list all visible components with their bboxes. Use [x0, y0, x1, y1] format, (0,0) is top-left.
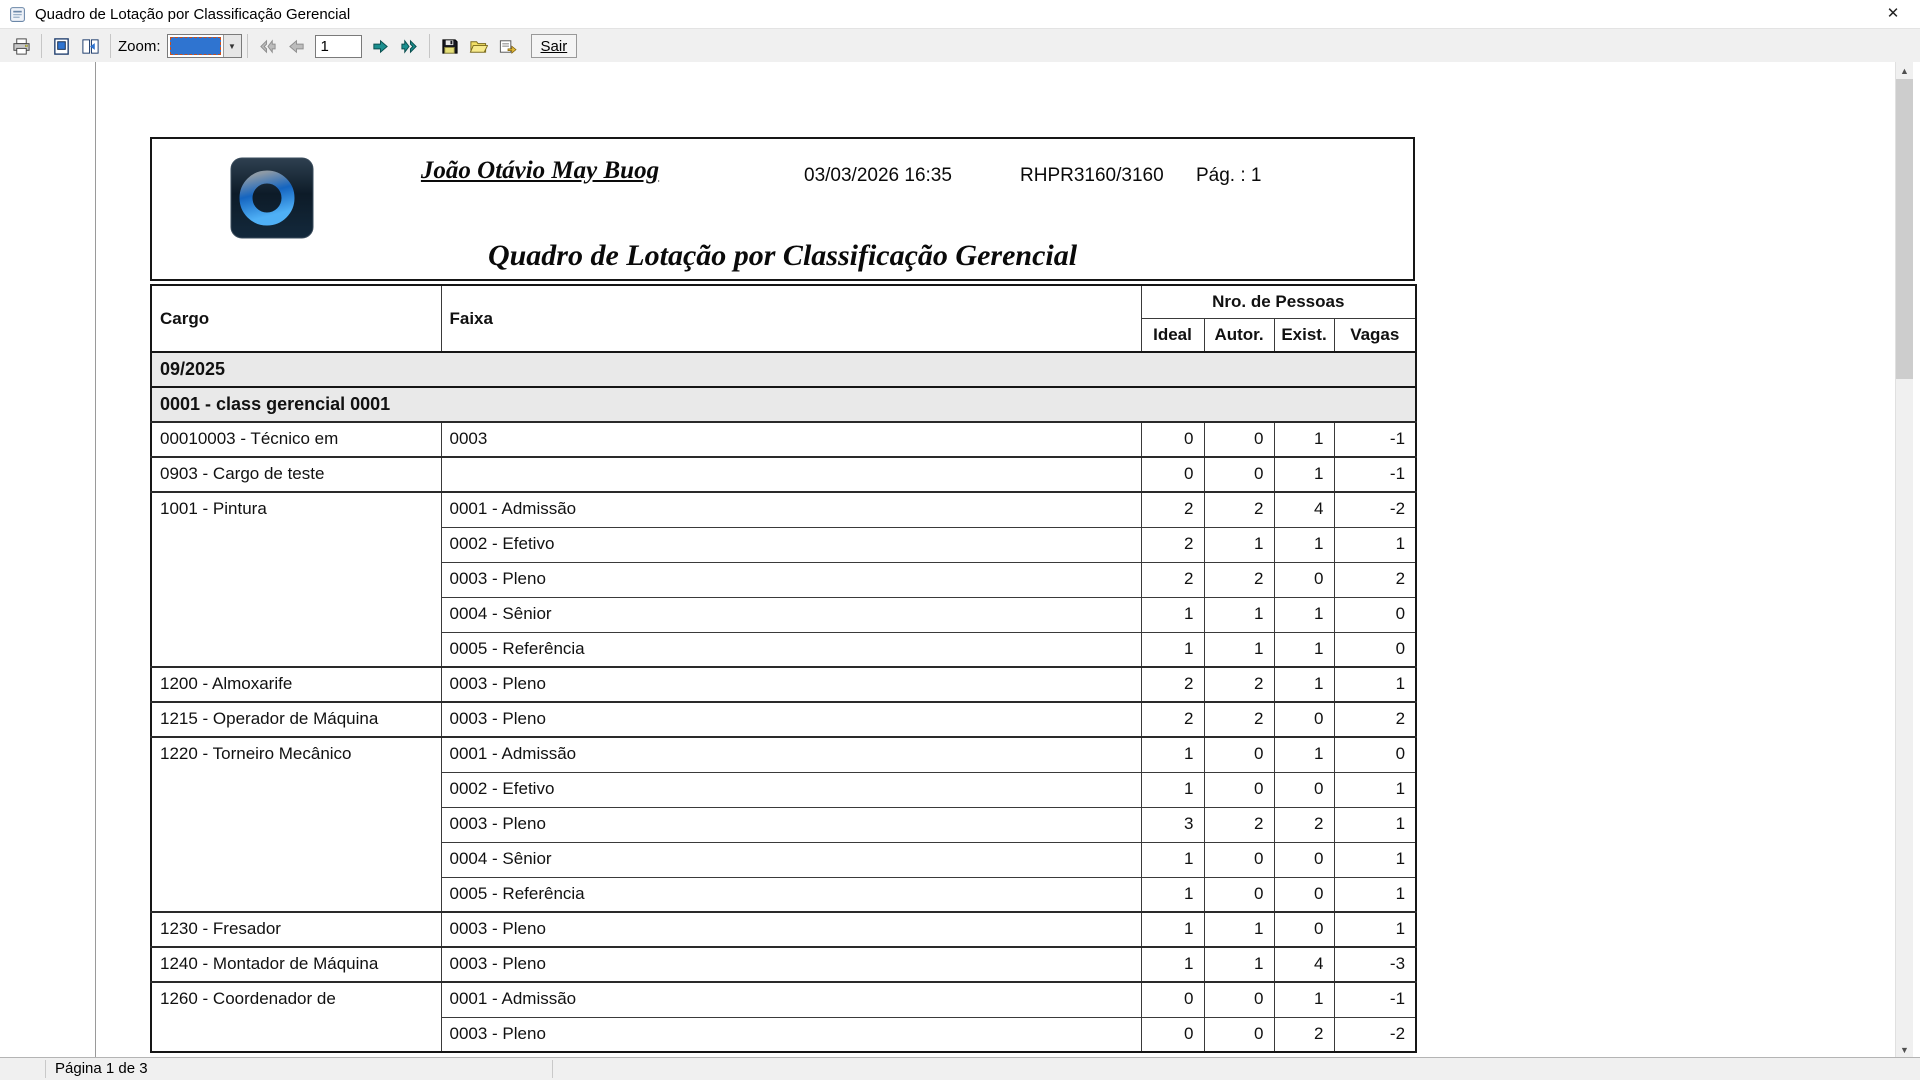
- vagas-cell: 1: [1334, 877, 1416, 912]
- prev-page-icon: [287, 37, 306, 56]
- table-header-row: [151, 285, 1416, 318]
- autor-cell: 0: [1204, 737, 1274, 772]
- faixa-cell: 0003 - Pleno: [441, 562, 1141, 597]
- period-row: [151, 352, 1416, 387]
- page-view-button[interactable]: [48, 33, 75, 60]
- autor-cell: 1: [1204, 527, 1274, 562]
- toolbar-separator: [429, 34, 430, 58]
- autor-cell: 0: [1204, 457, 1274, 492]
- report-author: João Otávio May Buog: [420, 157, 660, 184]
- vagas-cell: 1: [1334, 667, 1416, 702]
- autor-cell: 0: [1204, 422, 1274, 457]
- exist-cell: 1: [1274, 527, 1334, 562]
- exist-cell: 0: [1274, 877, 1334, 912]
- ideal-cell: 0: [1141, 982, 1204, 1017]
- autor-cell: 0: [1204, 982, 1274, 1017]
- report-title: Quadro de Lotação por Classificação Gerencial: [487, 239, 1078, 272]
- prev-page-button[interactable]: [283, 33, 310, 60]
- autor-cell: 1: [1204, 632, 1274, 667]
- cargo-cell: 1240 - Montador de Máquina: [151, 947, 441, 982]
- zoom-select[interactable]: [167, 34, 242, 58]
- exist-cell: 4: [1274, 492, 1334, 527]
- exist-cell: 0: [1274, 912, 1334, 947]
- ideal-cell: 1: [1141, 737, 1204, 772]
- exist-cell: 1: [1274, 737, 1334, 772]
- faixa-cell: 0001 - Admissão: [441, 737, 1141, 772]
- close-button[interactable]: ✕: [1886, 5, 1900, 22]
- cargo-cell: 1001 - Pintura: [151, 492, 441, 667]
- autor-cell: 0: [1204, 772, 1274, 807]
- first-page-button[interactable]: [254, 33, 281, 60]
- column-header-vagas: Vagas: [1334, 318, 1416, 352]
- next-page-icon: [371, 37, 390, 56]
- vagas-cell: 1: [1334, 842, 1416, 877]
- faixa-cell: 0002 - Efetivo: [441, 772, 1141, 807]
- faixa-cell: 0003 - Pleno: [441, 702, 1141, 737]
- scroll-down-icon[interactable]: ▼: [1896, 1041, 1913, 1058]
- page-left-edge: [95, 62, 96, 1058]
- last-page-button[interactable]: [396, 33, 423, 60]
- ideal-cell: 3: [1141, 807, 1204, 842]
- vagas-cell: 1: [1334, 807, 1416, 842]
- company-logo: [230, 157, 314, 239]
- toolbar: [0, 28, 1920, 64]
- cargo-cell: 1200 - Almoxarife: [151, 667, 441, 702]
- statusbar-divider: [45, 1060, 46, 1078]
- status-bar: [0, 1057, 1920, 1080]
- export-icon: [498, 37, 517, 56]
- report-code: RHPR3160/3160: [1020, 165, 1164, 186]
- classification-label: 0001 - class gerencial 0001: [151, 387, 1416, 422]
- save-button[interactable]: [436, 33, 463, 60]
- print-button[interactable]: [8, 33, 35, 60]
- vagas-cell: 0: [1334, 737, 1416, 772]
- vagas-cell: 1: [1334, 772, 1416, 807]
- cargo-cell: 1260 - Coordenador de: [151, 982, 441, 1052]
- statusbar-divider: [552, 1060, 553, 1078]
- vagas-cell: -1: [1334, 457, 1416, 492]
- vagas-cell: -2: [1334, 1017, 1416, 1052]
- vagas-cell: -1: [1334, 422, 1416, 457]
- faixa-cell: 0003 - Pleno: [441, 807, 1141, 842]
- cargo-cell: 1230 - Fresador: [151, 912, 441, 947]
- faixa-cell: 0003 - Pleno: [441, 1017, 1141, 1052]
- ideal-cell: 1: [1141, 772, 1204, 807]
- exist-cell: 4: [1274, 947, 1334, 982]
- faixa-cell: 0004 - Sênior: [441, 597, 1141, 632]
- title-bar: [0, 0, 1920, 28]
- ideal-cell: 1: [1141, 842, 1204, 877]
- toolbar-separator: [110, 34, 111, 58]
- faixa-cell: 0002 - Efetivo: [441, 527, 1141, 562]
- report-header: [150, 137, 1415, 281]
- table-row: [151, 702, 1416, 737]
- autor-cell: 1: [1204, 947, 1274, 982]
- exist-cell: 0: [1274, 562, 1334, 597]
- exist-cell: 2: [1274, 807, 1334, 842]
- report-viewport: [0, 62, 1920, 1058]
- ideal-cell: 1: [1141, 912, 1204, 947]
- vertical-scrollbar[interactable]: [1895, 62, 1913, 1058]
- next-page-button[interactable]: [367, 33, 394, 60]
- table-row: [151, 667, 1416, 702]
- exist-cell: 0: [1274, 702, 1334, 737]
- table-row: [151, 492, 1416, 527]
- exist-cell: 2: [1274, 1017, 1334, 1052]
- floppy-disk-icon: [440, 37, 459, 56]
- faixa-cell: 0001 - Admissão: [441, 492, 1141, 527]
- exist-cell: 1: [1274, 597, 1334, 632]
- exist-cell: 1: [1274, 982, 1334, 1017]
- open-folder-icon: [469, 37, 488, 56]
- period-label: 09/2025: [151, 352, 1416, 387]
- exist-cell: 1: [1274, 632, 1334, 667]
- exist-cell: 0: [1274, 772, 1334, 807]
- zoom-selected-value: [170, 37, 221, 55]
- vagas-cell: -1: [1334, 982, 1416, 1017]
- ideal-cell: 1: [1141, 632, 1204, 667]
- scrollbar-thumb[interactable]: [1896, 79, 1913, 379]
- autor-cell: 1: [1204, 912, 1274, 947]
- ideal-cell: 2: [1141, 492, 1204, 527]
- vagas-cell: 1: [1334, 527, 1416, 562]
- column-header-faixa: Faixa: [441, 285, 1141, 352]
- column-header-cargo: Cargo: [151, 285, 441, 352]
- autor-cell: 0: [1204, 877, 1274, 912]
- faixa-cell: 0003 - Pleno: [441, 667, 1141, 702]
- faixa-cell: 0005 - Referência: [441, 632, 1141, 667]
- column-header-exist: Exist.: [1274, 318, 1334, 352]
- table-row: [151, 982, 1416, 1017]
- cargo-cell: 00010003 - Técnico em: [151, 422, 441, 457]
- column-header-autor: Autor.: [1204, 318, 1274, 352]
- printer-icon: [12, 37, 31, 56]
- report-page-number: Pág. : 1: [1196, 165, 1262, 186]
- cargo-cell: 1220 - Torneiro Mecânico: [151, 737, 441, 912]
- autor-cell: 2: [1204, 562, 1274, 597]
- faixa-cell: 0005 - Referência: [441, 877, 1141, 912]
- scroll-up-icon[interactable]: ▲: [1896, 62, 1913, 79]
- ideal-cell: 1: [1141, 597, 1204, 632]
- cargo-cell: 0903 - Cargo de teste: [151, 457, 441, 492]
- ideal-cell: 2: [1141, 702, 1204, 737]
- table-row: [151, 422, 1416, 457]
- autor-cell: 2: [1204, 492, 1274, 527]
- zoom-label: Zoom:: [118, 37, 161, 55]
- column-header-people: Nro. de Pessoas: [1141, 285, 1416, 318]
- ideal-cell: 2: [1141, 527, 1204, 562]
- exist-cell: 1: [1274, 422, 1334, 457]
- first-page-icon: [258, 37, 277, 56]
- chevron-down-icon[interactable]: ▼: [223, 35, 241, 57]
- table-row: [151, 912, 1416, 947]
- faixa-cell: 0003 - Pleno: [441, 947, 1141, 982]
- exist-cell: 1: [1274, 667, 1334, 702]
- faixa-cell: 0003 - Pleno: [441, 912, 1141, 947]
- ideal-cell: 0: [1141, 457, 1204, 492]
- ideal-cell: 0: [1141, 422, 1204, 457]
- ideal-cell: 2: [1141, 562, 1204, 597]
- last-page-icon: [400, 37, 419, 56]
- page-view-icon: [52, 37, 71, 56]
- report-table: [150, 284, 1417, 1053]
- report-window-icon: [9, 6, 26, 23]
- vagas-cell: 2: [1334, 562, 1416, 597]
- toolbar-separator: [41, 34, 42, 58]
- multi-page-view-icon: [81, 37, 100, 56]
- column-header-ideal: Ideal: [1141, 318, 1204, 352]
- window-title: Quadro de Lotação por Classificação Gerencial: [35, 5, 351, 23]
- ideal-cell: 0: [1141, 1017, 1204, 1052]
- vagas-cell: -2: [1334, 492, 1416, 527]
- autor-cell: 0: [1204, 842, 1274, 877]
- faixa-cell: 0003: [441, 422, 1141, 457]
- autor-cell: 2: [1204, 807, 1274, 842]
- faixa-cell: 0001 - Admissão: [441, 982, 1141, 1017]
- cargo-cell: 1215 - Operador de Máquina: [151, 702, 441, 737]
- autor-cell: 2: [1204, 667, 1274, 702]
- multi-page-view-button[interactable]: [77, 33, 104, 60]
- autor-cell: 2: [1204, 702, 1274, 737]
- vagas-cell: 0: [1334, 632, 1416, 667]
- classification-row: [151, 387, 1416, 422]
- export-button[interactable]: [494, 33, 521, 60]
- exit-button[interactable]: Sair: [531, 34, 578, 58]
- vagas-cell: 0: [1334, 597, 1416, 632]
- faixa-cell: 0004 - Sênior: [441, 842, 1141, 877]
- vagas-cell: -3: [1334, 947, 1416, 982]
- toolbar-separator: [247, 34, 248, 58]
- exist-cell: 1: [1274, 457, 1334, 492]
- autor-cell: 1: [1204, 597, 1274, 632]
- page-status-text: Página 1 de 3: [55, 1060, 148, 1077]
- report-datetime: 03/03/2026 16:35: [804, 165, 952, 186]
- autor-cell: 0: [1204, 1017, 1274, 1052]
- ideal-cell: 1: [1141, 947, 1204, 982]
- open-button[interactable]: [465, 33, 492, 60]
- exist-cell: 0: [1274, 842, 1334, 877]
- vagas-cell: 1: [1334, 912, 1416, 947]
- table-row: [151, 947, 1416, 982]
- vagas-cell: 2: [1334, 702, 1416, 737]
- table-row: [151, 457, 1416, 492]
- table-row: [151, 737, 1416, 772]
- page-number-input[interactable]: [315, 35, 362, 58]
- ideal-cell: 1: [1141, 877, 1204, 912]
- faixa-cell: [441, 457, 1141, 492]
- ideal-cell: 2: [1141, 667, 1204, 702]
